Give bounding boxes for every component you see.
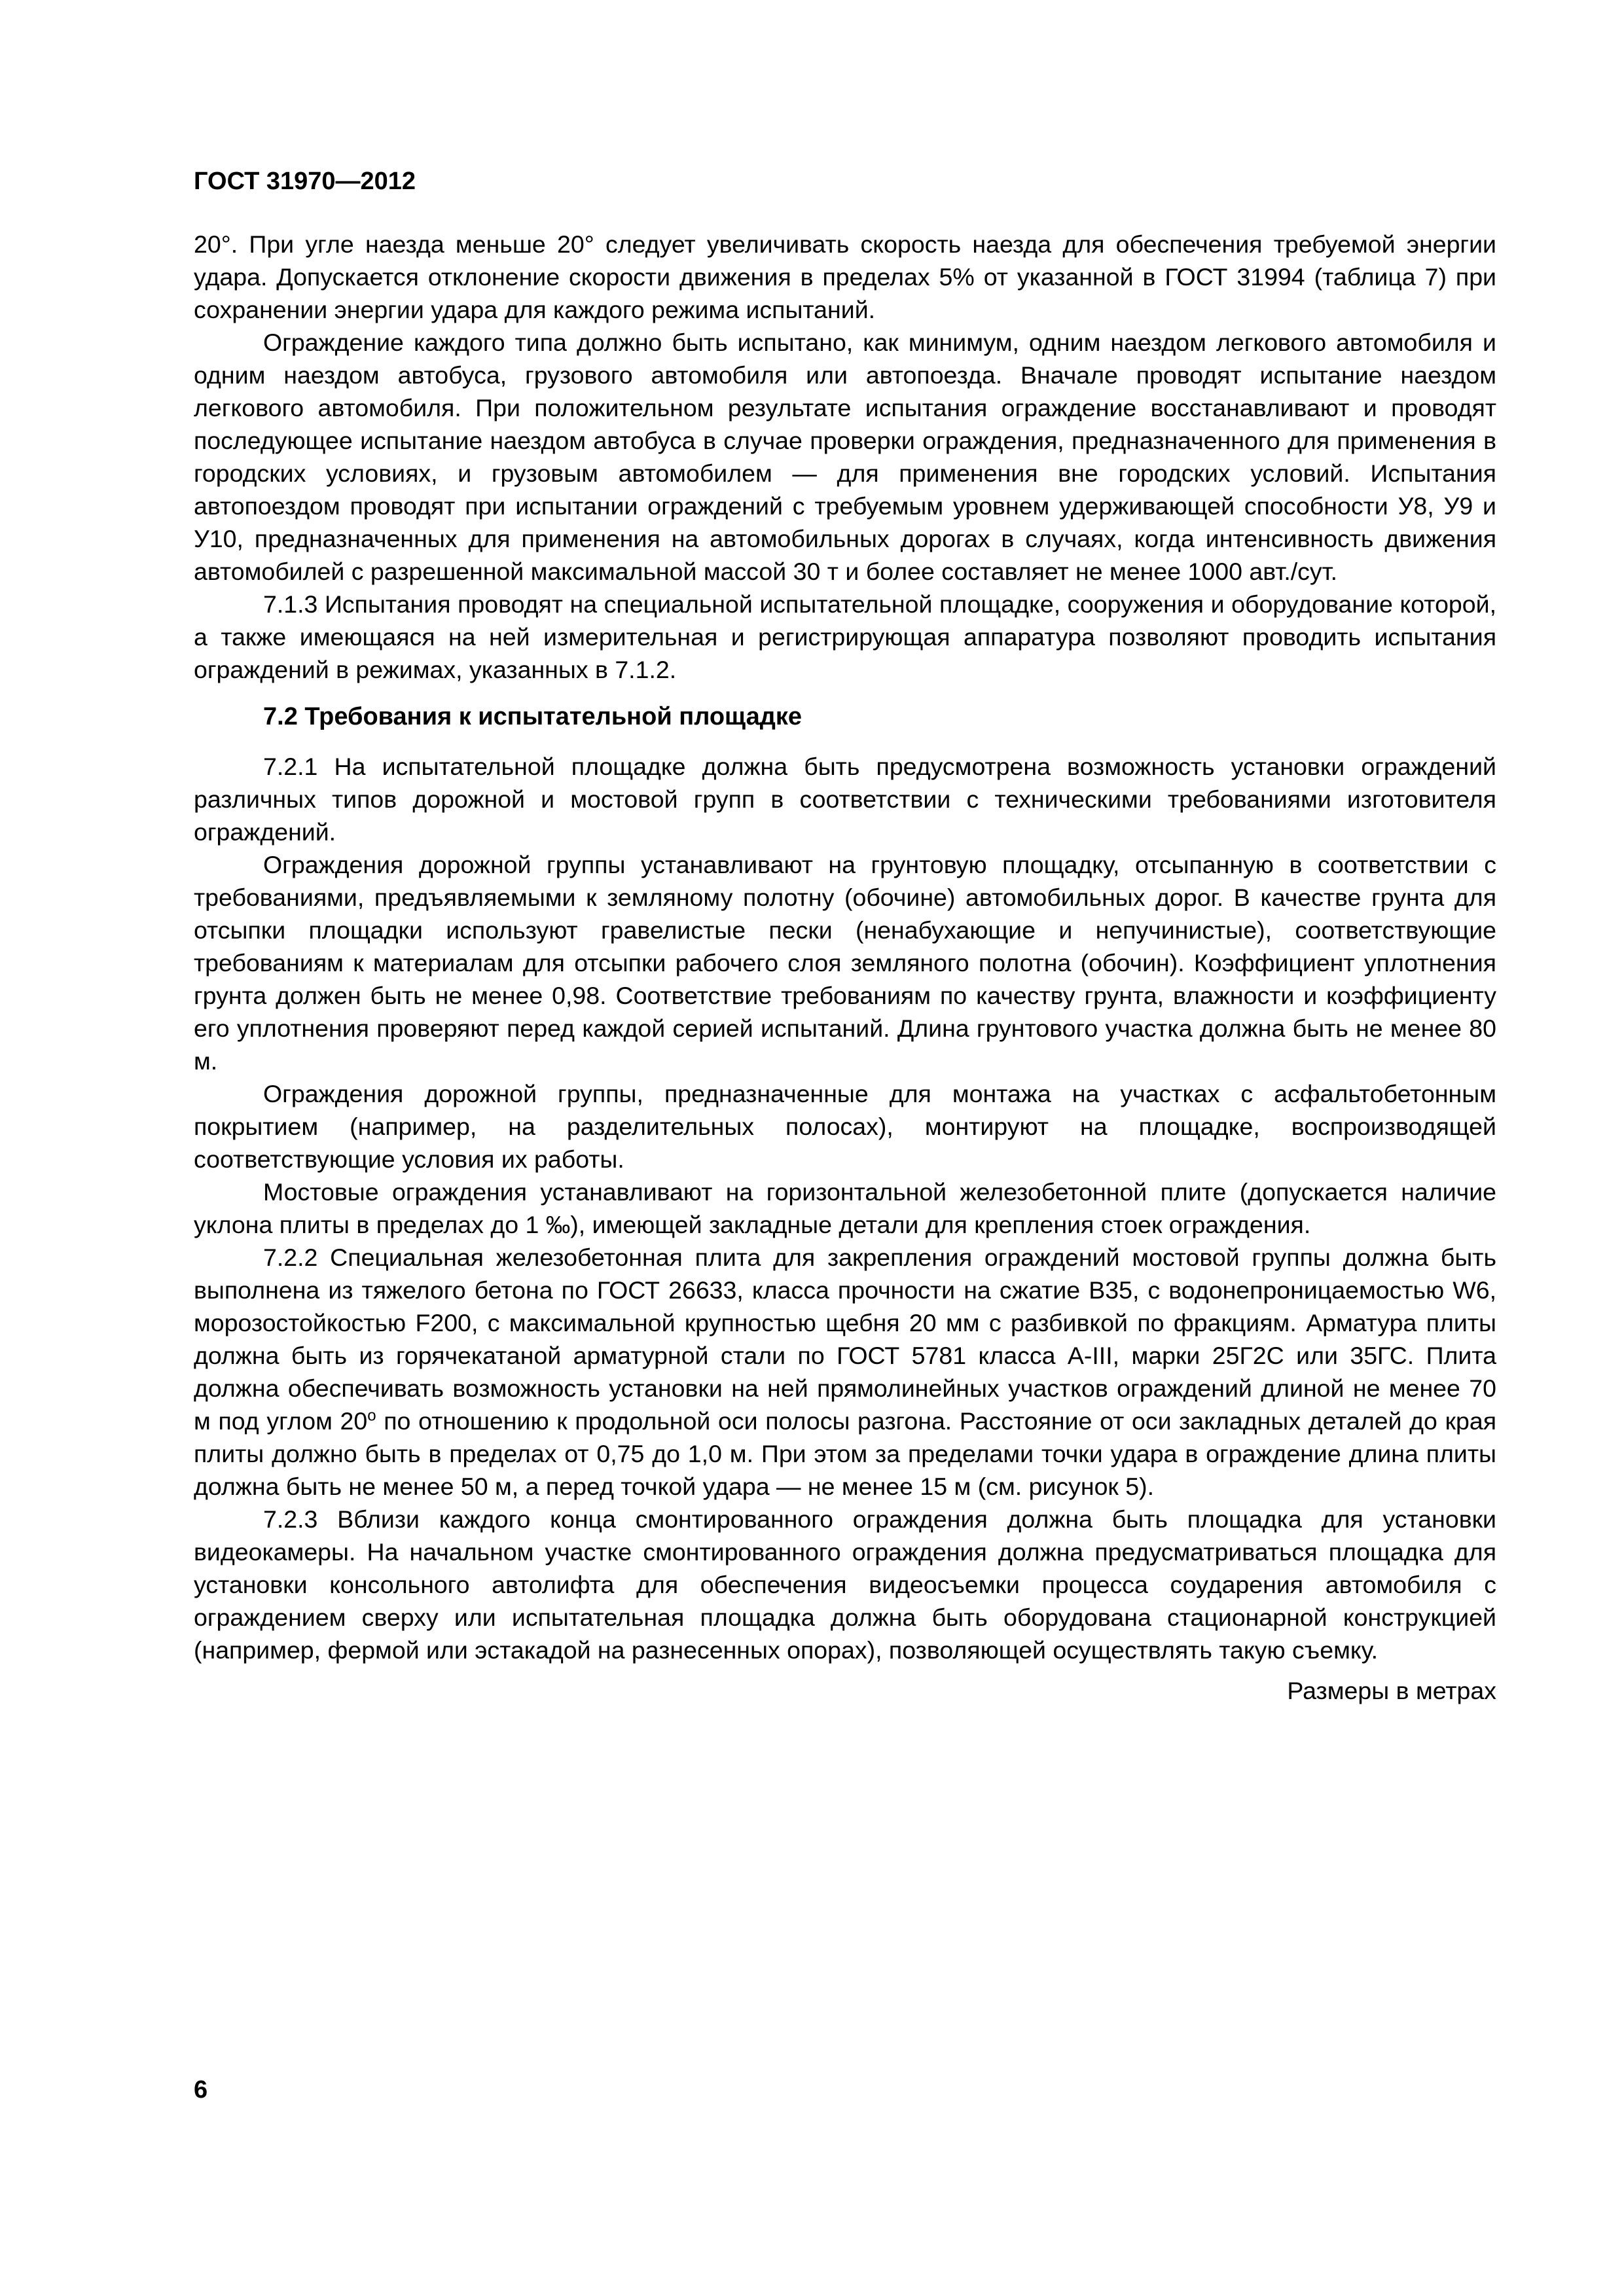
paragraph-7-2-2-part2: по отношению к продольной оси полосы разгона. Расстояние от оси закладных деталей до края плиты должно быть в пределах от 0,75 до 1,0 м. При этом за пределами точки удара в ограждение длина плиты должна быть не менее 50 м, а перед точкой удара — не менее 15 м (см. рисунок 5). <box>194 1407 1496 1500</box>
paragraph-impact-angle: 20°. При угле наезда меньше 20° следует увеличивать скорость наезда для обеспечения требуемой энергии удара. Допускается отклонение скорости движения в пределах 5% от указанной в ГОСТ 31994 (таблица 7) при сохранении энергии удара для каждого режима испытаний. <box>194 230 1496 323</box>
document-code-header: ГОСТ 31970—2012 <box>194 168 416 195</box>
paragraph-barrier-testing: Ограждение каждого типа должно быть испытано, как минимум, одним наездом легкового автомобиля и одним наездом автобуса, грузового автомобиля или автопоезда. Вначале проводят испытание наездом легкового автомобиля. При положительном результате испытания ограждение восстанавливают и проводят последующее испытание наездом автобуса в случае проверки ограждения, предназначенного для применения в городских условиях, и грузовым автомобилем — для применения вне городских условий. Испытания автопоездом проводят при испытании ограждений с требуемым уровнем удерживающей способности У8, У9 и У10, предназначенных для применения на автомобильных дорогах в случаях, когда интенсивность движения автомобилей с разрешенной максимальной массой 30 т и более составляет не менее 1000 авт./сут. <box>194 329 1496 585</box>
paragraph-road-group-asphalt: Ограждения дорожной группы, предназначенные для монтажа на участках с асфальтобетонным покрытием (например, на разделительных полосах), монтируют на площадке, воспроизводящей соответствующие условия их работы. <box>194 1080 1496 1173</box>
paragraph-7-2-2 <box>194 1241 1496 1503</box>
degree-superscript: o <box>367 1407 376 1425</box>
page-number: 6 <box>194 2076 208 2104</box>
paragraph-7-2-1: 7.2.1 На испытательной площадке должна быть предусмотрена возможность установки ограждений различных типов дорожной и мостовой групп в соответствии с техническими требованиями изготовителя ограждений. <box>194 753 1496 846</box>
section-heading-7-2: 7.2 Требования к испытательной площадке <box>263 703 802 730</box>
paragraph-7-2-2-part1: 7.2.2 Специальная железобетонная плита для закрепления ограждений мостовой группы должна быть выполнена из тяжелого бетона по ГОСТ 26633, класса прочности на сжатие В35, с водонепроницаемостью W6, морозостойкостью F200, с максимальной крупностью щебня 20 мм с разбивкой по фракциям. Арматура плиты должна быть из горячекатаной арматурной стали по ГОСТ 5781 класса А-III, марки 25Г2С или 35ГС. Плита должна обеспечивать возможность установки на ней прямолинейных участков ограждений длиной не менее 70 м под углом 20 <box>194 1244 1496 1435</box>
document-body <box>194 228 1496 1707</box>
paragraph-7-2-3: 7.2.3 Вблизи каждого конца смонтированного ограждения должна быть площадка для установки видеокамеры. На начальном участке смонтированного ограждения должна предусматриваться площадка для установки консольного автолифта для обеспечения видеосъемки процесса соударения автомобиля с ограждением сверху или испытательная площадка должна быть оборудована стационарной конструкцией (например, фермой или эстакадой на разнесенных опорах), позволяющей осуществлять такую съемку. <box>194 1505 1496 1664</box>
paragraph-road-group-soil: Ограждения дорожной группы устанавливают на грунтовую площадку, отсыпанную в соответствии с требованиями, предъявляемыми к земляному полотну (обочине) автомобильных дорог. В качестве грунта для отсыпки площадки используют гравелистые пески (ненабухающие и непучинистые), соответствующие требованиям к материалам для отсыпки рабочего слоя земляного полотна (обочин). Коэффициент уплотнения грунта должен быть не менее 0,98. Соответствие требованиям по качеству грунта, влажности и коэффициенту его уплотнения проверяют перед каждой серией испытаний. Длина грунтового участка должна быть не менее 80 м. <box>194 851 1496 1075</box>
paragraph-7-1-3: 7.1.3 Испытания проводят на специальной испытательной площадке, сооружения и оборудование которой, а также имеющаяся на ней измерительная и регистрирующая аппаратура позволяют проводить испытания ограждений в режимах, указанных в 7.1.2. <box>194 590 1496 683</box>
paragraph-bridge-barriers: Мостовые ограждения устанавливают на горизонтальной железобетонной плите (допускается наличие уклона плиты в пределах до 1 ‰), имеющей закладные детали для крепления стоек ограждения. <box>194 1178 1496 1238</box>
dimensions-note: Размеры в метрах <box>1287 1677 1496 1704</box>
